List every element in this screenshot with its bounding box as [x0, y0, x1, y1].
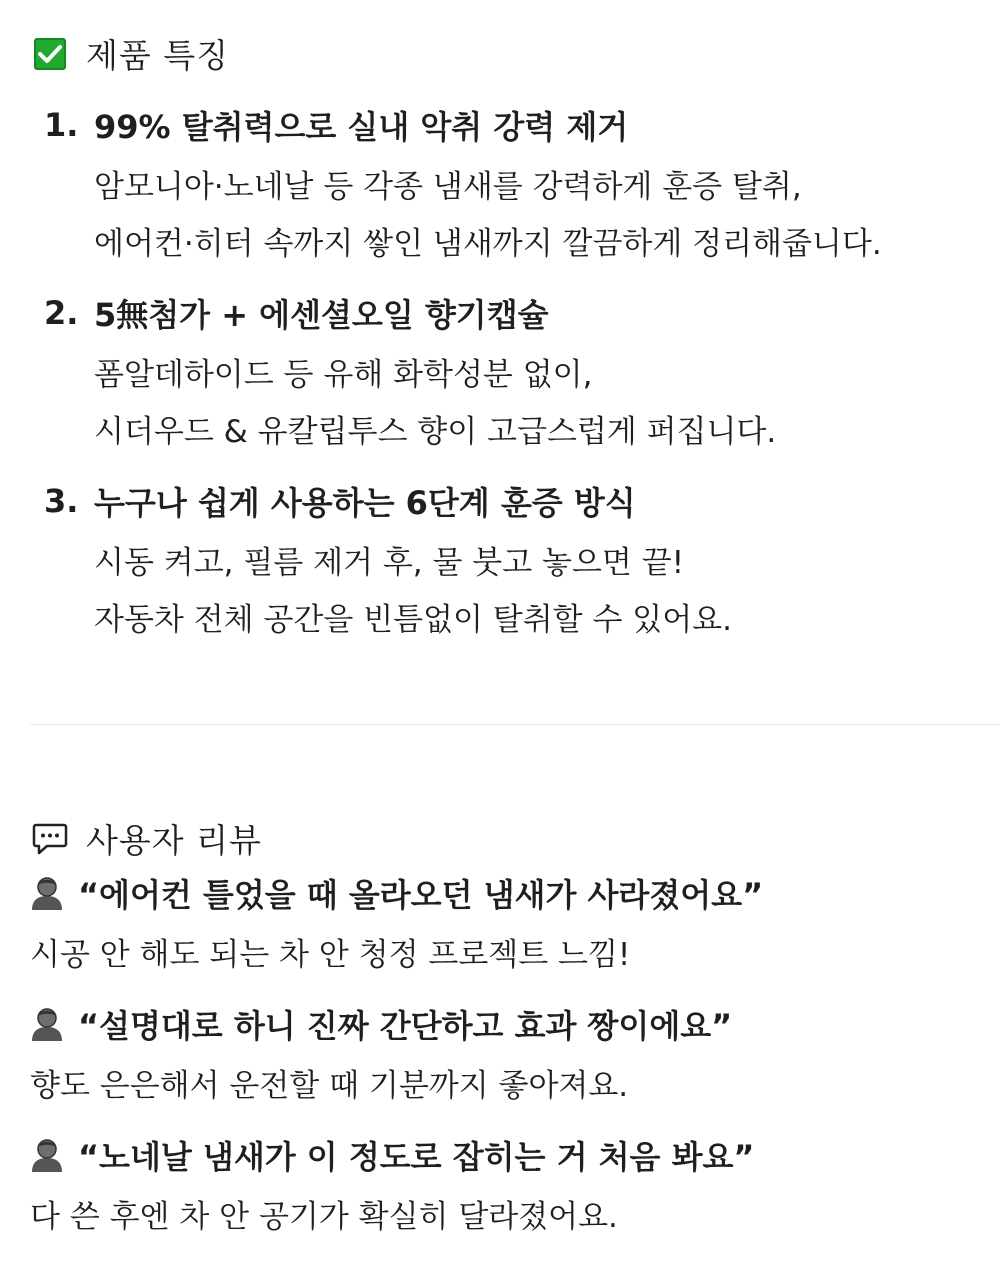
feature-item	[44, 95, 882, 269]
review-body: 다 쓴 후엔 차 안 공기가 확실히 달라졌어요.	[30, 1198, 618, 1235]
feature-title: 99% 탈취력으로 실내 악취 강력 제거	[94, 108, 629, 146]
reviews-title-text: 사용자 리뷰	[86, 821, 262, 860]
review-title: “노네날 냄새가 이 정도로 잡히는 거 처음 봐요”	[78, 1138, 755, 1176]
feature-description-line: 시동 켜고, 필름 제거 후, 물 붓고 놓으면 끝!	[94, 545, 685, 581]
person-icon	[30, 875, 64, 911]
review-body: 향도 은은해서 운전할 때 기분까지 좋아져요.	[30, 1067, 629, 1104]
feature-description-line: 에어컨·히터 속까지 쌓인 냄새까지 깔끔하게 정리해줍니다.	[94, 226, 882, 262]
features-section-title	[34, 30, 229, 77]
person-icon	[30, 1006, 64, 1042]
feature-number: 3.	[44, 482, 79, 520]
review-title: “에어컨 틀었을 때 올라오던 냄새가 사라졌어요”	[78, 876, 764, 914]
feature-number: 1.	[44, 106, 79, 144]
feature-title: 누구나 쉽게 사용하는 6단계 훈증 방식	[94, 484, 636, 522]
feature-description-line: 암모니아·노네날 등 각종 냄새를 강력하게 훈증 탈취,	[94, 169, 802, 205]
review-body: 시공 안 해도 되는 차 안 청정 프로젝트 느낌!	[30, 936, 631, 973]
feature-description-line: 자동차 전체 공간을 빈틈없이 탈취할 수 있어요.	[94, 602, 732, 638]
features-title-text: 제품 특징	[86, 36, 230, 75]
feature-item	[44, 471, 732, 645]
reviews-section-title	[32, 815, 262, 862]
speech-balloon-icon	[32, 822, 68, 856]
review-title: “설명대로 하니 진짜 간단하고 효과 짱이에요”	[78, 1007, 733, 1045]
feature-title: 5無첨가 + 에센셜오일 향기캡슐	[94, 296, 549, 334]
feature-description-line: 폼알데하이드 등 유해 화학성분 없이,	[94, 357, 593, 393]
review-item	[30, 995, 732, 1111]
feature-number: 2.	[44, 294, 79, 332]
feature-item	[44, 283, 776, 457]
person-icon	[30, 1137, 64, 1173]
review-item	[30, 864, 763, 980]
review-item	[30, 1126, 754, 1242]
section-divider	[30, 724, 1000, 725]
feature-description-line: 시더우드 & 유칼립투스 향이 고급스럽게 퍼집니다.	[94, 414, 777, 450]
check-mark-button-icon	[34, 38, 66, 70]
